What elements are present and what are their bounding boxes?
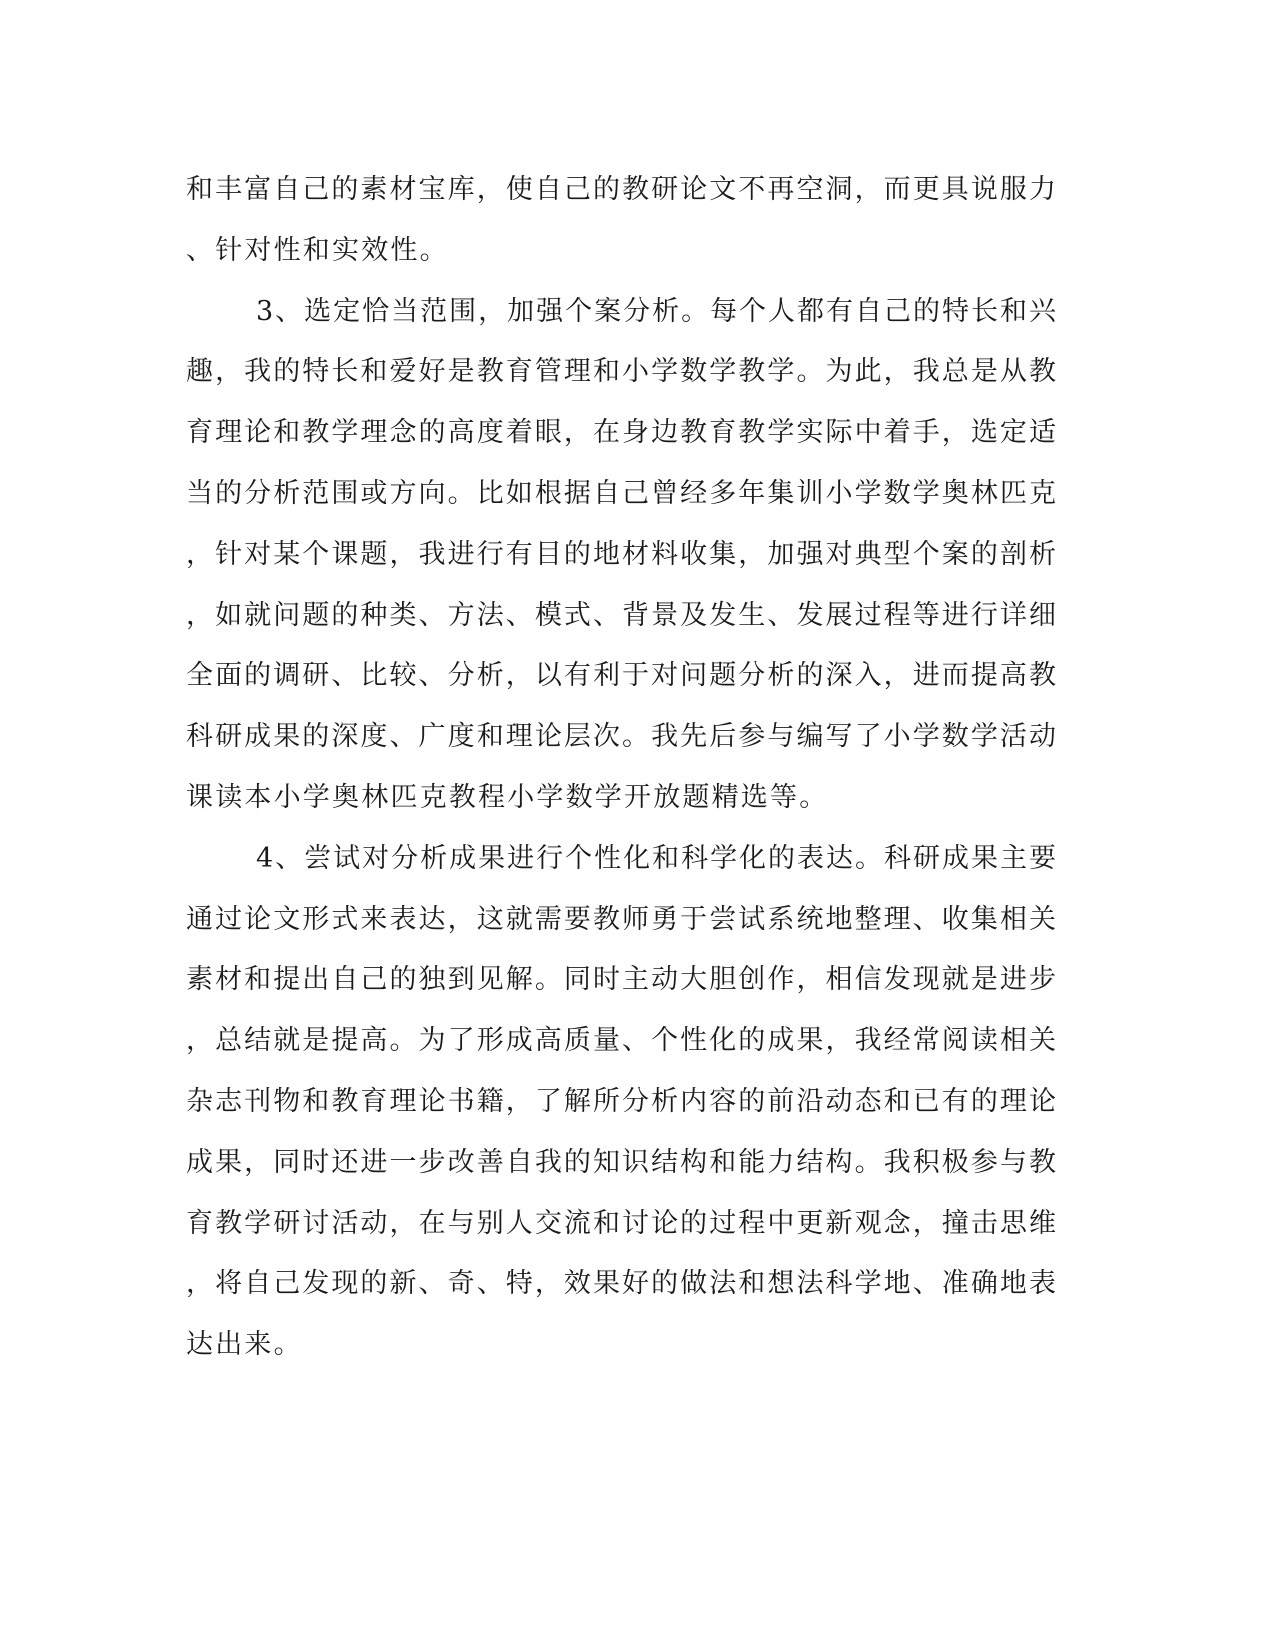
text-line: 通过论文形式来表达，这就需要教师勇于尝试系统地整理、收集相关 (186, 903, 1056, 935)
text-line: ，总结就是提高。为了形成高质量、个性化的成果，我经常阅读相关 (186, 1025, 1056, 1057)
paragraph-4-heading-line: 4、尝试对分析成果进行个性化和科学化的表达。科研成果主要 (256, 842, 1056, 874)
text-line: 达出来。 (186, 1329, 303, 1361)
paragraph-3-heading-line: 3、选定恰当范围，加强个案分析。每个人都有自己的特长和兴 (256, 295, 1056, 327)
text-line: 、针对性和实效性。 (186, 234, 449, 266)
text-line: 趣，我的特长和爱好是教育管理和小学数学教学。为此，我总是从教 (186, 356, 1056, 388)
text-line: 科研成果的深度、广度和理论层次。我先后参与编写了小学数学活动 (186, 721, 1056, 753)
text-line: ，针对某个课题，我进行有目的地材料收集，加强对典型个案的剖析 (186, 538, 1056, 570)
text-line: 育理论和教学理念的高度着眼，在身边教育教学实际中着手，选定适 (186, 417, 1056, 449)
text-line: 成果，同时还进一步改善自我的知识结构和能力结构。我积极参与教 (186, 1146, 1056, 1178)
text-line: 课读本小学奥林匹克教程小学数学开放题精选等。 (186, 781, 829, 813)
text-line: ，将自己发现的新、奇、特，效果好的做法和想法科学地、准确地表 (186, 1268, 1056, 1300)
text-line: 当的分析范围或方向。比如根据自己曾经多年集训小学数学奥林匹克 (186, 477, 1056, 509)
text-line: 和丰富自己的素材宝库，使自己的教研论文不再空洞，而更具说服力 (186, 174, 1056, 205)
document-body (186, 160, 1056, 1376)
text-line: ，如就问题的种类、方法、模式、背景及发生、发展过程等进行详细 (186, 599, 1056, 631)
text-line: 素材和提出自己的独到见解。同时主动大胆创作，相信发现就是进步 (186, 964, 1056, 996)
text-line: 全面的调研、比较、分析，以有利于对问题分析的深入，进而提高教 (186, 660, 1056, 692)
text-line: 杂志刊物和教育理论书籍，了解所分析内容的前沿动态和已有的理论 (186, 1085, 1056, 1117)
text-line: 育教学研讨活动，在与别人交流和讨论的过程中更新观念，撞击思维 (186, 1207, 1056, 1239)
